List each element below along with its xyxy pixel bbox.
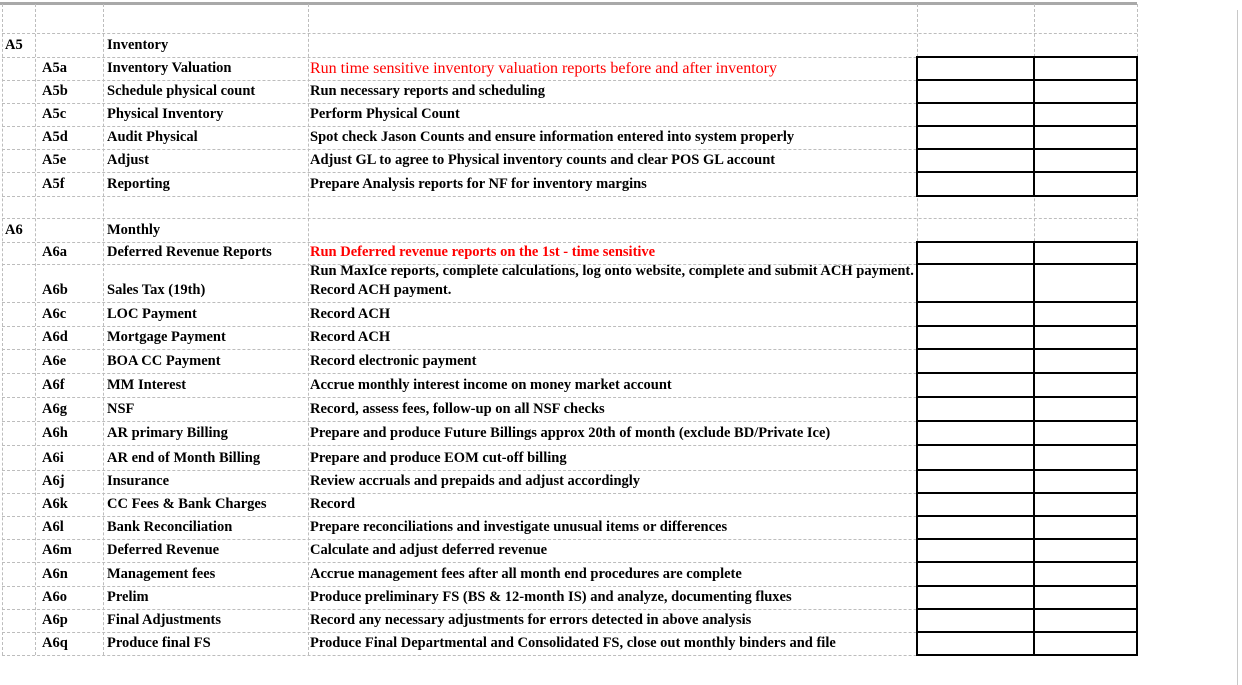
table-border-horizontal [916,585,1138,587]
table-border-horizontal [916,301,1138,303]
cell-name-A6f[interactable]: MM Interest [107,377,187,393]
cell-desc-A5d[interactable]: Spot check Jason Counts and ensure information entered into system properly [310,129,795,145]
cell-code-A5c[interactable]: A5c [42,106,67,122]
table-border-horizontal [916,102,1138,104]
cell-code-A6d[interactable]: A6d [42,329,68,345]
cell-code-A6j[interactable]: A6j [42,473,65,489]
table-border-vertical [1033,241,1035,656]
cell-desc-A6m[interactable]: Calculate and adjust deferred revenue [310,542,548,558]
cell-desc-A6k[interactable]: Record [310,496,356,512]
cell-name-A6e[interactable]: BOA CC Payment [107,353,221,369]
table-border-horizontal [916,492,1138,494]
cell-desc-A6g[interactable]: Record, assess fees, follow-up on all NSF checks [310,401,605,417]
table-border-horizontal [916,171,1138,173]
table-border-horizontal [916,561,1138,563]
cell-name-A5[interactable]: Inventory [107,37,169,53]
cell-desc-A6d[interactable]: Record ACH [310,329,391,345]
cell-desc-A5e[interactable]: Adjust GL to agree to Physical inventory counts and clear POS GL account [310,152,776,168]
cell-name-A6a[interactable]: Deferred Revenue Reports [107,244,272,260]
table-border-horizontal [916,348,1138,350]
cell-desc-A6p[interactable]: Record any necessary adjustments for errors detected in above analysis [310,612,752,628]
cell-code-A6[interactable]: A6 [5,222,23,238]
gridline-vertical [308,4,309,655]
cell-code-A5d[interactable]: A5d [42,129,68,145]
cell-code-A6l[interactable]: A6l [42,519,64,535]
table-border-horizontal [916,469,1138,471]
cell-code-A6q[interactable]: A6q [42,635,68,651]
table-border-horizontal [916,325,1138,327]
cell-desc-A5a[interactable]: Run time sensitive inventory valuation reports before and after inventory [310,60,777,77]
cell-desc-A6o[interactable]: Produce preliminary FS (BS & 12-month IS) and analyze, documenting fluxes [310,589,792,605]
cell-name-A6n[interactable]: Management fees [107,566,216,582]
cell-desc-A6j[interactable]: Review accruals and prepaids and adjust accordingly [310,473,641,489]
table-border-horizontal [916,420,1138,422]
table-border-horizontal [916,79,1138,81]
cell-code-A6b[interactable]: A6b [42,282,68,298]
cell-name-A5d[interactable]: Audit Physical [107,129,198,145]
cell-name-A5a[interactable]: Inventory Valuation [107,60,232,76]
cell-name-A6h[interactable]: AR primary Billing [107,425,228,441]
table-border-horizontal [916,372,1138,374]
table-border-vertical [1136,241,1138,656]
cell-code-A6c[interactable]: A6c [42,306,67,322]
cell-desc-A6b[interactable]: Run MaxIce reports, complete calculations, log onto website, complete and submit ACH payment. Record ACH payment. [310,263,914,298]
cell-desc-A6h[interactable]: Prepare and produce Future Billings approx 20th of month (exclude BD/Private Ice) [310,425,831,441]
window-right-edge [1237,10,1238,685]
table-border-vertical [916,241,918,656]
cell-name-A6j[interactable]: Insurance [107,473,170,489]
cell-desc-A6n[interactable]: Accrue management fees after all month end procedures are complete [310,566,742,582]
cell-code-A5a[interactable]: A5a [42,60,67,76]
cell-code-A6i[interactable]: A6i [42,450,64,466]
cell-desc-A6a[interactable]: Run Deferred revenue reports on the 1st - time sensitive [310,244,656,260]
cell-code-A6f[interactable]: A6f [42,377,65,393]
gridline-vertical [35,4,36,655]
cell-name-A6p[interactable]: Final Adjustments [107,612,222,628]
cell-desc-A5c[interactable]: Perform Physical Count [310,106,460,122]
cell-code-A6e[interactable]: A6e [42,353,67,369]
gridline-horizontal [2,218,1137,219]
table-border-horizontal [916,608,1138,610]
cell-desc-A6c[interactable]: Record ACH [310,306,391,322]
cell-code-A6a[interactable]: A6a [42,244,67,260]
cell-code-A6h[interactable]: A6h [42,425,68,441]
cell-name-A6m[interactable]: Deferred Revenue [107,542,220,558]
page-break-bar [0,2,1137,5]
cell-code-A6n[interactable]: A6n [42,566,68,582]
cell-code-A6k[interactable]: A6k [42,496,68,512]
cell-name-A6o[interactable]: Prelim [107,589,149,605]
cell-code-A6p[interactable]: A6p [42,612,68,628]
cell-code-A6g[interactable]: A6g [42,401,67,417]
cell-desc-A6e[interactable]: Record electronic payment [310,353,477,369]
cell-desc-A6l[interactable]: Prepare reconciliations and investigate unusual items or differences [310,519,728,535]
cell-code-A6m[interactable]: A6m [42,542,72,558]
cell-name-A5c[interactable]: Physical Inventory [107,106,224,122]
cell-desc-A6q[interactable]: Produce Final Departmental and Consolidated FS, close out monthly binders and file [310,635,836,651]
cell-code-A5b[interactable]: A5b [42,83,68,99]
cell-code-A5e[interactable]: A5e [42,152,67,168]
cell-name-A6i[interactable]: AR end of Month Billing [107,450,261,466]
cell-name-A6l[interactable]: Bank Reconciliation [107,519,233,535]
cell-name-A6g[interactable]: NSF [107,401,135,417]
cell-desc-A5f[interactable]: Prepare Analysis reports for NF for inventory margins [310,176,647,192]
cell-name-A6c[interactable]: LOC Payment [107,306,197,322]
table-border-horizontal [916,538,1138,540]
cell-name-A5f[interactable]: Reporting [107,176,170,192]
cell-code-A5[interactable]: A5 [5,37,23,53]
cell-desc-A6i[interactable]: Prepare and produce EOM cut-off billing [310,450,567,466]
gridline-horizontal [2,33,1137,34]
table-border-horizontal [916,515,1138,517]
cell-name-A5e[interactable]: Adjust [107,152,149,168]
cell-code-A5f[interactable]: A5f [42,176,65,192]
table-border-horizontal [916,241,1138,243]
table-border-horizontal [916,56,1138,58]
cell-name-A6k[interactable]: CC Fees & Bank Charges [107,496,267,512]
table-border-horizontal [916,195,1138,197]
cell-name-A6[interactable]: Monthly [107,222,161,238]
table-border-horizontal [916,125,1138,127]
table-border-horizontal [916,396,1138,398]
table-border-horizontal [916,263,1138,265]
table-border-horizontal [916,654,1138,656]
cell-code-A6o[interactable]: A6o [42,589,67,605]
cell-name-A6b[interactable]: Sales Tax (19th) [107,282,206,298]
cell-desc-A5b[interactable]: Run necessary reports and scheduling [310,83,545,99]
table-border-horizontal [916,444,1138,446]
table-border-horizontal [916,631,1138,633]
gridline-vertical [103,4,104,655]
gridline-vertical [2,4,3,655]
cell-name-A6q[interactable]: Produce final FS [107,635,211,651]
cell-name-A5b[interactable]: Schedule physical count [107,83,256,99]
cell-desc-A6f[interactable]: Accrue monthly interest income on money market account [310,377,672,393]
table-border-horizontal [916,148,1138,150]
cell-name-A6d[interactable]: Mortgage Payment [107,329,226,345]
